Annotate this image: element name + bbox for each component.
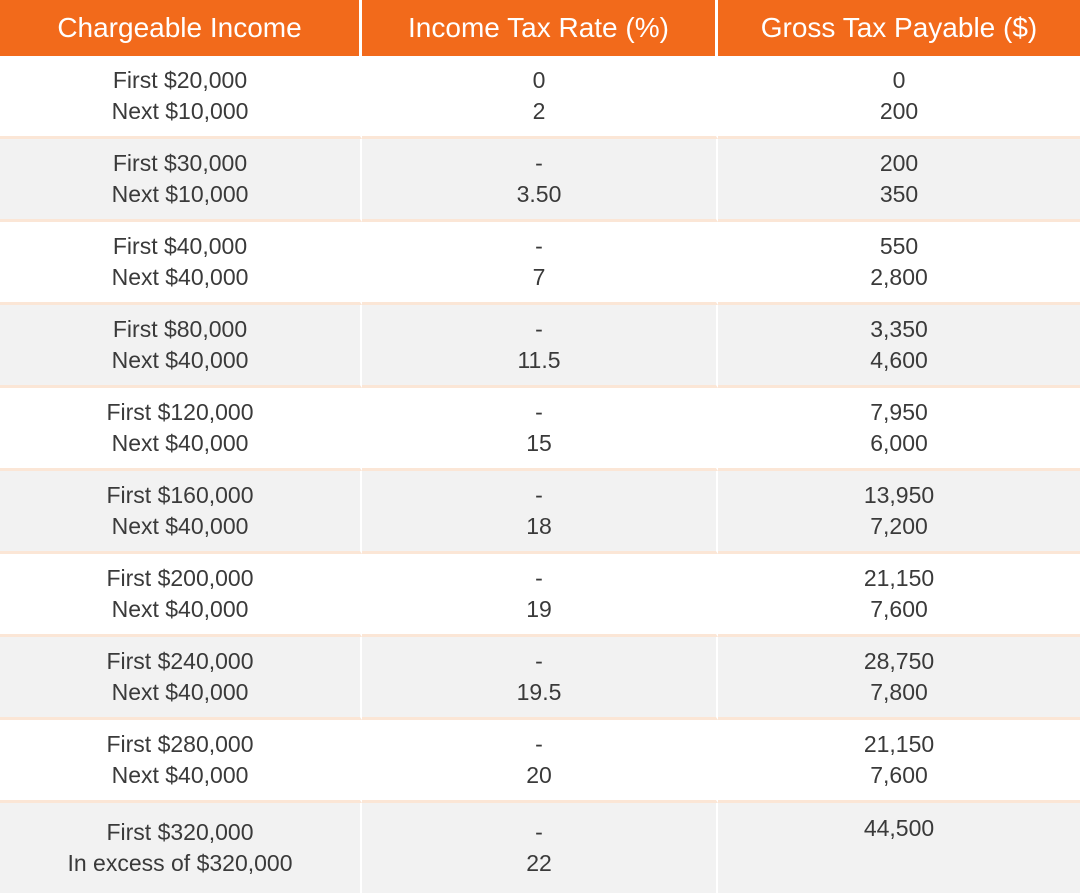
chargeable-income-cell <box>0 388 362 471</box>
gross-tax-cell <box>718 637 1080 720</box>
tax-rate-cell-line: 19 <box>526 596 552 622</box>
chargeable-income-cell-line: First $30,000 <box>112 150 248 176</box>
chargeable-income-cell-line: First $160,000 <box>106 482 254 508</box>
tax-rate-cell-line: 22 <box>526 850 552 876</box>
chargeable-income-cell-line: Next $40,000 <box>111 264 249 290</box>
tax-rate-cell-line: - <box>535 399 543 425</box>
tax-rate-cell <box>362 222 718 305</box>
tax-rate-cell <box>362 720 718 803</box>
gross-tax-cell-line: 7,600 <box>870 762 928 788</box>
chargeable-income-cell <box>0 222 362 305</box>
tax-rate-cell-line: - <box>535 316 543 342</box>
tax-rate-cell <box>362 56 718 139</box>
gross-tax-cell-line: 2,800 <box>870 264 928 290</box>
tax-rate-cell-line: 7 <box>532 264 546 290</box>
tax-rate-cell-line: 0 <box>532 67 546 93</box>
chargeable-income-cell-line: First $200,000 <box>106 565 254 591</box>
table-row <box>0 637 1080 720</box>
tax-rate-cell-line: - <box>535 819 543 845</box>
header-gross-tax-payable: Gross Tax Payable ($) <box>718 0 1080 56</box>
tax-rate-cell <box>362 471 718 554</box>
chargeable-income-cell-line: First $80,000 <box>112 316 248 342</box>
table-row <box>0 305 1080 388</box>
table-row <box>0 56 1080 139</box>
chargeable-income-cell-line: Next $10,000 <box>111 181 249 207</box>
tax-rate-cell-line: - <box>535 482 543 508</box>
chargeable-income-cell <box>0 637 362 720</box>
chargeable-income-cell-line: First $120,000 <box>106 399 254 425</box>
gross-tax-cell <box>718 554 1080 637</box>
chargeable-income-cell-line: First $20,000 <box>112 67 248 93</box>
gross-tax-cell <box>718 222 1080 305</box>
gross-tax-cell-line: 350 <box>879 181 919 207</box>
gross-tax-cell-line: 21,150 <box>863 565 935 591</box>
gross-tax-cell <box>718 388 1080 471</box>
gross-tax-cell-line: 7,950 <box>870 399 928 425</box>
gross-tax-cell-line: 550 <box>879 233 919 259</box>
chargeable-income-cell <box>0 139 362 222</box>
gross-tax-cell-line: 0 <box>892 67 906 93</box>
gross-tax-cell <box>718 471 1080 554</box>
gross-tax-cell <box>718 720 1080 803</box>
tax-rate-cell <box>362 305 718 388</box>
chargeable-income-cell-line: Next $40,000 <box>111 430 249 456</box>
gross-tax-cell-line: 6,000 <box>870 430 928 456</box>
chargeable-income-cell <box>0 305 362 388</box>
tax-rate-cell <box>362 388 718 471</box>
table-row <box>0 471 1080 554</box>
chargeable-income-cell-line: Next $40,000 <box>111 762 249 788</box>
chargeable-income-cell-line: First $320,000 <box>106 819 254 845</box>
gross-tax-cell <box>718 56 1080 139</box>
gross-tax-cell-line: 21,150 <box>863 731 935 757</box>
chargeable-income-cell-line: Next $10,000 <box>111 98 249 124</box>
gross-tax-cell <box>718 305 1080 388</box>
gross-tax-cell-line: 200 <box>879 98 919 124</box>
gross-tax-cell-line: 7,200 <box>870 513 928 539</box>
tax-rate-cell-line: 2 <box>532 98 546 124</box>
tax-rate-cell <box>362 637 718 720</box>
tax-rate-cell-line: 20 <box>526 762 552 788</box>
header-chargeable-income: Chargeable Income <box>0 0 362 56</box>
gross-tax-cell-line: 7,600 <box>870 596 928 622</box>
tax-rate-cell-line: 3.50 <box>516 181 562 207</box>
gross-tax-cell-line: 7,800 <box>870 679 928 705</box>
header-row <box>0 0 1080 56</box>
tax-rate-cell-line: 15 <box>526 430 552 456</box>
tax-rate-cell-line: 11.5 <box>517 347 561 373</box>
table-body <box>0 56 1080 893</box>
gross-tax-cell-line: 200 <box>879 150 919 176</box>
chargeable-income-cell-line: First $40,000 <box>112 233 248 259</box>
tax-rate-cell <box>362 554 718 637</box>
tax-rate-cell <box>362 139 718 222</box>
gross-tax-cell-line: 13,950 <box>863 482 935 508</box>
chargeable-income-cell-line: Next $40,000 <box>111 347 249 373</box>
header-income-tax-rate: Income Tax Rate (%) <box>362 0 718 56</box>
chargeable-income-cell-line: Next $40,000 <box>111 679 249 705</box>
chargeable-income-cell <box>0 720 362 803</box>
chargeable-income-cell <box>0 56 362 139</box>
chargeable-income-cell-line: First $240,000 <box>106 648 254 674</box>
table-row <box>0 139 1080 222</box>
gross-tax-cell-line: 4,600 <box>870 347 928 373</box>
gross-tax-cell-line: 28,750 <box>863 648 935 674</box>
chargeable-income-cell-line: First $280,000 <box>106 731 254 757</box>
tax-rate-cell-line: - <box>535 565 543 591</box>
gross-tax-cell-line: 3,350 <box>870 316 928 342</box>
chargeable-income-cell-line: Next $40,000 <box>111 513 249 539</box>
table-row <box>0 388 1080 471</box>
table-row <box>0 222 1080 305</box>
chargeable-income-cell-line: Next $40,000 <box>111 596 249 622</box>
gross-tax-cell <box>718 139 1080 222</box>
chargeable-income-cell <box>0 554 362 637</box>
table-row <box>0 720 1080 803</box>
gross-tax-cell-line: 44,500 <box>863 815 935 841</box>
tax-rate-cell-line: - <box>535 648 543 674</box>
tax-rate-cell-line: 19.5 <box>516 679 562 705</box>
table-row <box>0 554 1080 637</box>
chargeable-income-cell <box>0 471 362 554</box>
tax-rate-cell-line: 18 <box>526 513 552 539</box>
tax-rate-cell-line: - <box>535 233 543 259</box>
chargeable-income-cell-line: In excess of $320,000 <box>67 850 293 876</box>
tax-rate-cell-line: - <box>535 150 543 176</box>
tax-rate-cell-line: - <box>535 731 543 757</box>
table-header <box>0 0 1080 56</box>
